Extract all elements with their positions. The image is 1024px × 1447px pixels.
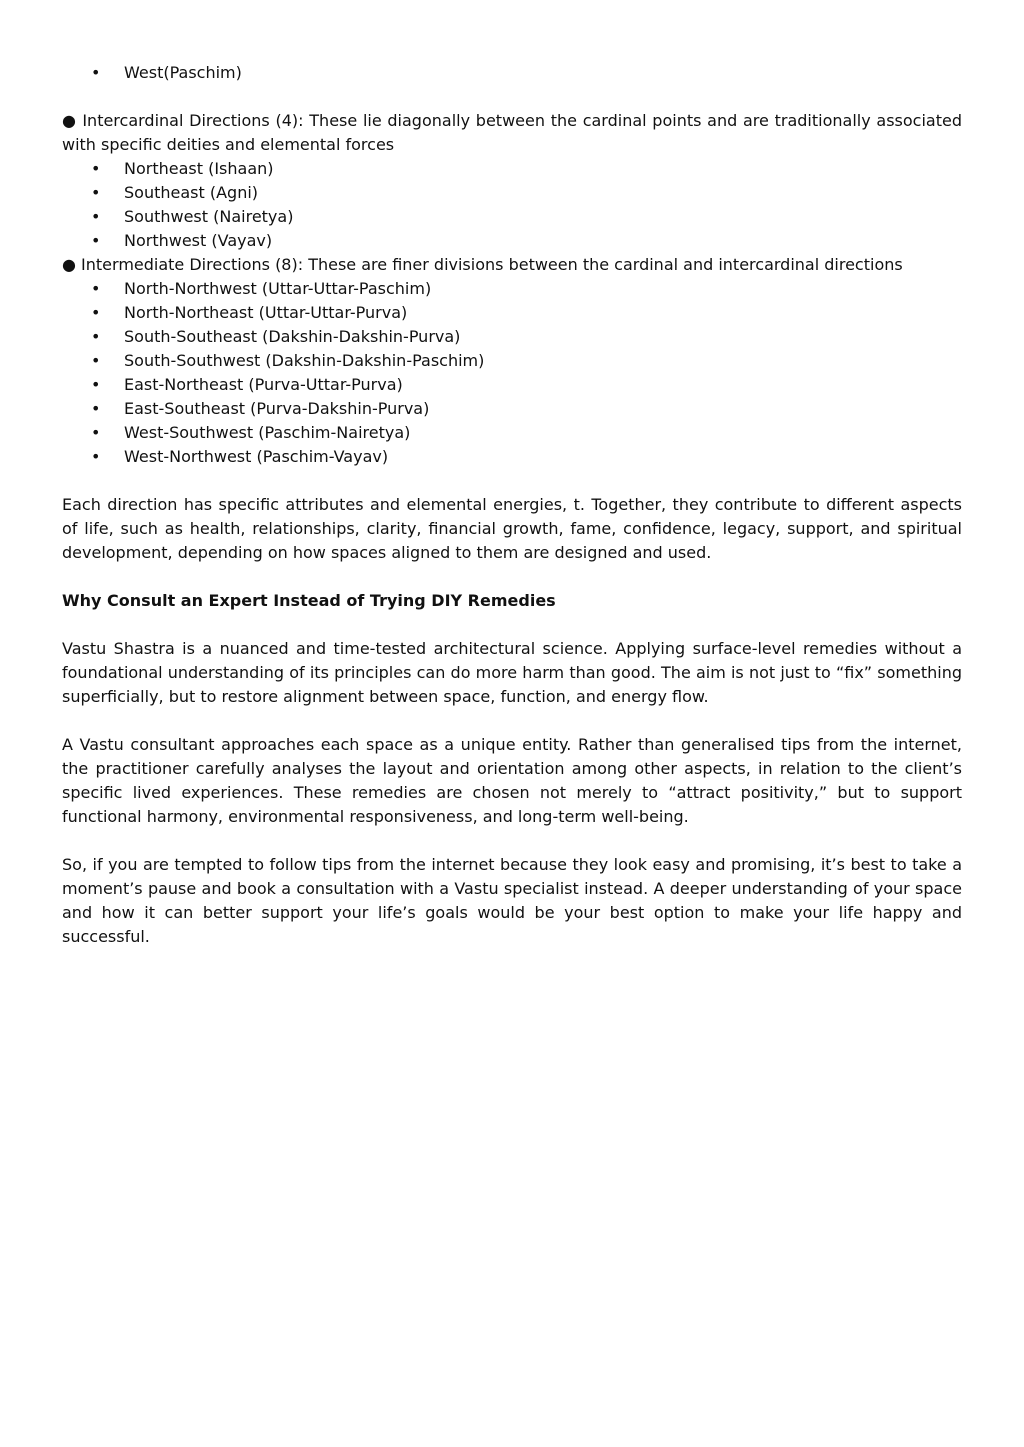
intermediate-list <box>62 277 962 469</box>
list-item: • Southwest (Nairetya) <box>62 205 962 229</box>
attributes-paragraph: Each direction has specific attributes and elemental energies, t. Together, they contribute to different aspects of life, such as health, relationships, clarity, financial growth, fame, confidence, legacy, support, and spiritual development, depending on how spaces aligned to them are designed and used. <box>62 495 962 562</box>
nuanced-paragraph: Vastu Shastra is a nuanced and time-tested architectural science. Applying surface-level remedies without a foundational understanding of its principles can do more harm than good. The aim is not just to “fix” something superficially, but to restore alignment between space, function, and energy flow. <box>62 639 962 706</box>
list-item: • East-Southeast (Purva-Dakshin-Purva) <box>62 397 962 421</box>
bullet-icon: • <box>91 447 101 466</box>
bullet-icon: • <box>91 183 101 202</box>
list-item: • North-Northeast (Uttar-Uttar-Purva) <box>62 301 962 325</box>
spacer <box>62 613 962 637</box>
intercardinal-intro: ● Intercardinal Directions (4): These lie diagonally between the cardinal points and are traditionally associated with specific deities and elemental forces <box>62 111 962 154</box>
list-item: • West-Northwest (Paschim-Vayav) <box>62 445 962 469</box>
list-item: • Southeast (Agni) <box>62 181 962 205</box>
bullet-icon: • <box>91 231 101 250</box>
bullet-icon: • <box>91 63 101 82</box>
spacer <box>62 709 962 733</box>
bullet-icon: • <box>91 351 101 370</box>
bullet-icon: • <box>91 207 101 226</box>
closing-paragraph: So, if you are tempted to follow tips from the internet because they look easy and promising, it’s best to take a moment’s pause and book a consultation with a Vastu specialist instead. A deeper understanding of your space and how it can better support your life’s goals would be your best option to make your life happy and successful. <box>62 855 962 946</box>
list-item: • Northeast (Ishaan) <box>62 157 962 181</box>
bullet-icon: • <box>91 327 101 346</box>
intercardinal-list <box>62 157 962 253</box>
bullet-icon: • <box>91 303 101 322</box>
bullet-icon: • <box>91 279 101 298</box>
list-item: • South-Southwest (Dakshin-Dakshin-Paschim) <box>62 349 962 373</box>
bullet-icon: • <box>91 399 101 418</box>
intermediate-intro: ● Intermediate Directions (8): These are finer divisions between the cardinal and intercardinal directions <box>62 255 903 274</box>
list-item: • West-Southwest (Paschim-Nairetya) <box>62 421 962 445</box>
spacer <box>62 829 962 853</box>
section-heading: Why Consult an Expert Instead of Trying DIY Remedies <box>62 591 556 610</box>
bullet-icon: • <box>91 375 101 394</box>
list-item: • North-Northwest (Uttar-Uttar-Paschim) <box>62 277 962 301</box>
list-item: • Northwest (Vayav) <box>62 229 962 253</box>
spacer <box>62 565 962 589</box>
list-item: • West(Paschim) <box>62 61 962 85</box>
list-item: • South-Southeast (Dakshin-Dakshin-Purva) <box>62 325 962 349</box>
spacer <box>62 469 962 493</box>
bullet-icon: • <box>91 159 101 178</box>
cardinal-list-tail <box>62 61 962 85</box>
list-item: • East-Northeast (Purva-Uttar-Purva) <box>62 373 962 397</box>
document-page <box>62 61 962 949</box>
consultant-paragraph: A Vastu consultant approaches each space as a unique entity. Rather than generalised tips from the internet, the practitioner carefully analyses the layout and orientation among other aspects, in relation to the client’s specific lived experiences. These remedies are chosen not merely to “attract positivity,” but to support functional harmony, environmental responsiveness, and long-term well-being. <box>62 735 962 826</box>
spacer <box>62 85 962 109</box>
bullet-icon: • <box>91 423 101 442</box>
